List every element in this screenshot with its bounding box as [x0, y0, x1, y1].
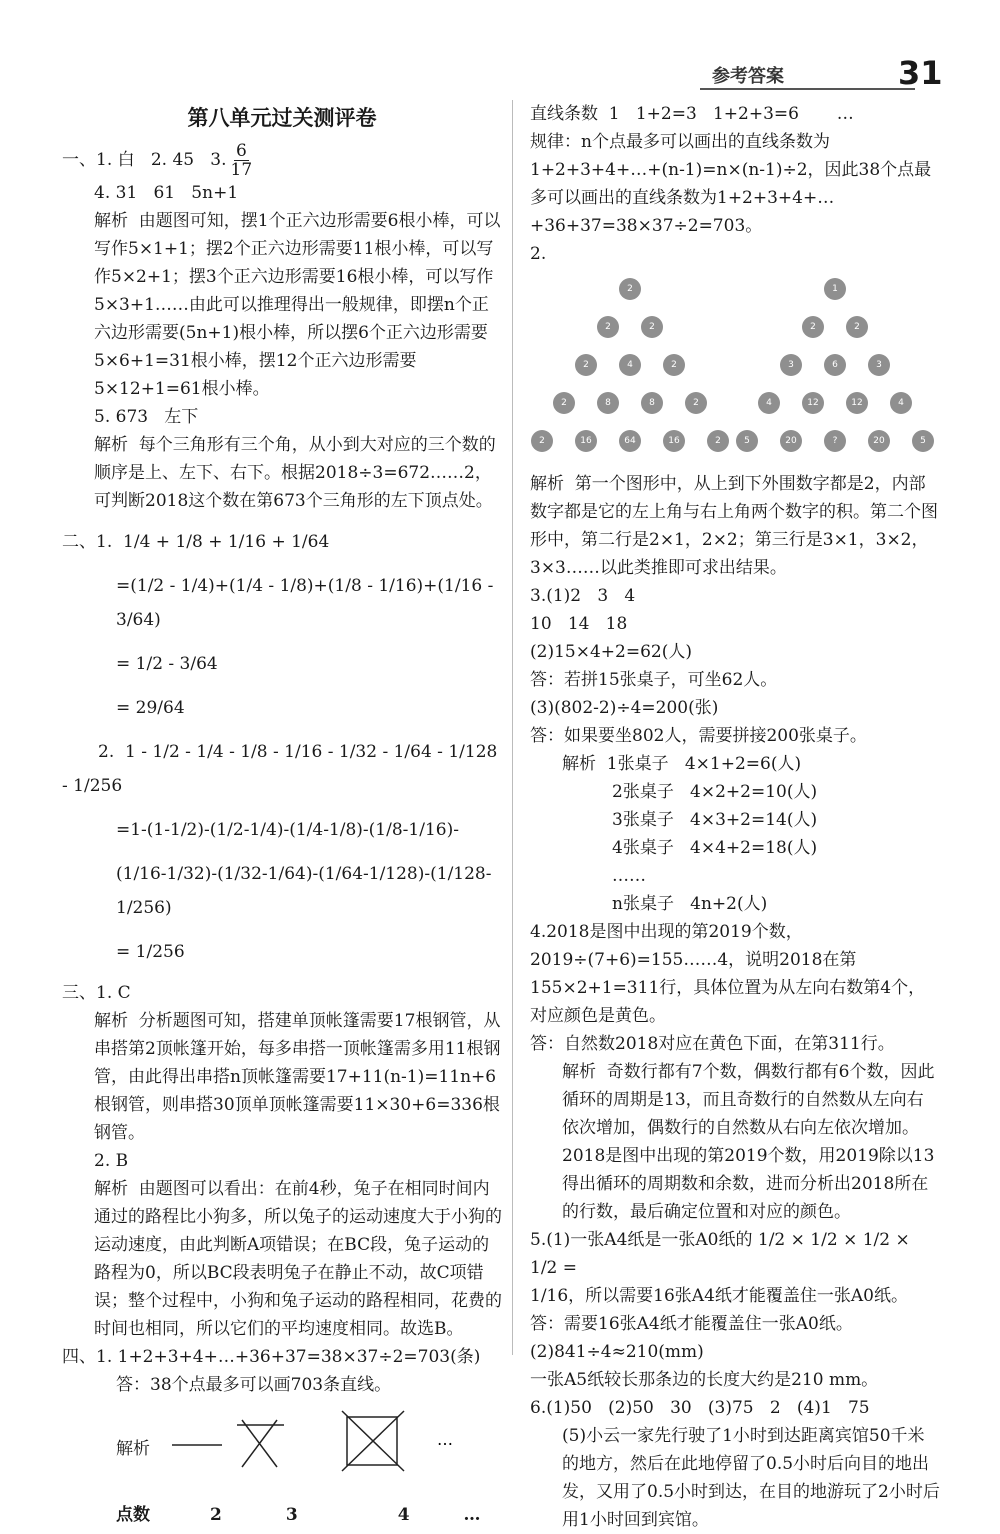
answer-1-1-3: 一、1. 白 2. 45 3. $\frac{6}{17}$ [62, 141, 253, 180]
section-2-1: 二、1. 1/4 + 1/8 + 1/16 + 1/64 [62, 532, 330, 552]
explanation-label: 解析 [116, 1439, 150, 1459]
explanation-4: 解析 奇数行都有7个数，偶数行都有6个数，因此循环的周期是13，而且奇数行的自然数从左向右依次增加，偶数行的自然数从右向左依次增加。2018是图中出现的第2019个数，用2019除以13得出循环的周期数和余数，进而分析出2018所在的行数，最后确定位置和对应的颜色。 [562, 1062, 935, 1222]
svg-text:…: … [437, 1430, 453, 1449]
answer-6-5: (5)小云一家先行驶了1小时到达距离宾馆50千米的地方，然后在此地停留了0.5小时后向目的地出发，又用了0.5小时到达，在目的地游玩了2小时后用1小时回到宾馆。 [562, 1426, 940, 1530]
number-ball: 6 [824, 354, 846, 376]
answer-5-1b: 1/16，所以需要16张A4纸才能覆盖住一张A0纸。 [530, 1286, 908, 1306]
table-row: 3张桌子 4×3+2=14(人) [612, 810, 818, 830]
points-row: 点数 2 3 4 … [116, 1505, 481, 1525]
page-title: 第八单元过关测评卷 [187, 106, 377, 130]
number-ball: 2 [619, 278, 641, 300]
table-row: 4张桌子 4×4+2=18(人) [612, 838, 818, 858]
explanation-q2: 解析 第一个图形中，从上到下外围数字都是2，内部数字都是它的左上角与右上角两个数字的积。第二个图形中，第二行是2×1，2×2；第三行是3×1，3×2，3×3……以此类推即可求出结果。 [530, 474, 938, 578]
answer-6: 6.(1)50 (2)50 30 (3)75 2 (4)1 75 [530, 1398, 870, 1418]
answer-3-2: 2. B [94, 1151, 129, 1171]
explanation-table [530, 750, 940, 918]
answer-3-3-statement: 答：如果要坐802人，需要拼接200张桌子。 [530, 726, 867, 746]
left-column [62, 100, 502, 1529]
q2-label: 2. [530, 244, 547, 264]
table-row: 2张桌子 4×2+2=10(人) [612, 782, 818, 802]
explanation-1-5: 解析 每个三角形有三个角，从小到大对应的三个数的顺序是上、左下、右下。根据2018÷3=672……2，可判断2018这个数在第673个三角形的左下顶点处。 [94, 435, 496, 511]
answer-1-4: 4. 31 61 5n+1 [94, 183, 239, 203]
number-ball: 64 [619, 430, 641, 452]
line-count-row: 直线条数 1 1+2=3 1+2+3=6 … [530, 104, 854, 124]
number-ball: 2 [597, 316, 619, 338]
explanation-3-1: 解析 分析题图可知，搭建单顶帐篷需要17根钢管，从串搭第2顶帐篷开始，每多串搭一顶帐篷需多用11根钢管，由此得出串搭n顶帐篷需要17+11(n-1)=11n+6根钢管，则串搭30顶单顶帐篷需要11×30+6=336根钢管。 [94, 1011, 501, 1143]
table-row: …… [612, 866, 646, 886]
number-ball: 4 [890, 392, 912, 414]
number-ball: 2 [802, 316, 824, 338]
number-ball: 2 [846, 316, 868, 338]
section-2-2: 2. 1 - 1/2 - 1/4 - 1/8 - 1/16 - 1/32 - 1/64 - 1/128 - 1/256 [62, 742, 503, 796]
number-ball: 3 [780, 354, 802, 376]
answer-5-2-statement: 一张A5纸较长那条边的长度大约是210 mm。 [530, 1370, 879, 1390]
answer-5-1-statement: 答：需要16张A4纸才能覆盖住一张A0纸。 [530, 1314, 853, 1334]
number-ball: 4 [619, 354, 641, 376]
eq-2-2-step2: (1/16-1/32)-(1/32-1/64)-(1/64-1/128)-(1/128-1/256) [116, 864, 492, 918]
explanation-3-2: 解析 由题图可以看出：在前4秒，兔子在相同时间内通过的路程比小狗多，所以兔子的运动速度大于小狗的运动速度，由此判断A项错误；在BC段，兔子运动的路程为0，所以BC段表明兔子在静止不动，故C项错误；整个过程中，小狗和兔子运动的路程相同，花费的时间也相同，所以它们的平均速度相同。故选B。 [94, 1179, 502, 1339]
number-ball: 12 [846, 392, 868, 414]
eq-2-1-step2: = 1/2 - 3/64 [116, 654, 218, 674]
eq-2-2-step3: = 1/256 [116, 942, 185, 962]
number-ball: 1 [824, 278, 846, 300]
eq-2-1-step3: = 29/64 [116, 698, 185, 718]
table-row: 解析 1张桌子 4×1+2=6(人) [562, 754, 802, 774]
rule-text: 规律：n个点最多可以画出的直线条数为1+2+3+4+…+(n-1)=n×(n-1)÷2，因此38个点最多可以画出的直线条数为1+2+3+4+…+36+37=38×37÷2=703。 [530, 132, 932, 236]
page-header [0, 52, 1000, 92]
answer-3-3-calc: (3)(802-2)÷4=200(张) [530, 698, 719, 718]
number-triangles [530, 274, 940, 464]
number-ball: ? [824, 430, 846, 452]
answer-3-1-values-b: 10 14 18 [530, 614, 628, 634]
page-number: 31 [898, 54, 943, 92]
answer-4-statement: 答：自然数2018对应在黄色下面，在第311行。 [530, 1034, 895, 1054]
number-ball: 2 [663, 354, 685, 376]
table-row: n张桌子 4n+2(人) [612, 894, 768, 914]
answer-3-1-values: 3.(1)2 3 4 [530, 586, 636, 606]
number-ball: 2 [641, 316, 663, 338]
lines-diagram [62, 1405, 502, 1501]
answer-5-1: 5.(1)一张A4纸是一张A0纸的 1/2 × 1/2 × 1/2 × 1/2 = [530, 1230, 916, 1278]
number-ball: 2 [707, 430, 729, 452]
answer-5-2: (2)841÷4≈210(mm) [530, 1342, 704, 1362]
answer-3-2-calc: (2)15×4+2=62(人) [530, 642, 692, 662]
number-ball: 20 [868, 430, 890, 452]
eq-2-1-step1: =(1/2 - 1/4)+(1/4 - 1/8)+(1/8 - 1/16)+(1/16 - 3/64) [116, 576, 499, 630]
eq-2-2-step1: =1-(1-1/2)-(1/2-1/4)-(1/4-1/8)-(1/8-1/16)- [116, 820, 459, 840]
header-label: 参考答案 [712, 66, 784, 87]
answer-3-1: 三、1. C [62, 983, 131, 1003]
answer-3-2-statement: 答：若拼15张桌子，可坐62人。 [530, 670, 778, 690]
answer-1-5: 5. 673 左下 [94, 407, 199, 427]
number-ball: 2 [553, 392, 575, 414]
number-ball: 20 [780, 430, 802, 452]
number-ball: 8 [641, 392, 663, 414]
right-column [530, 100, 940, 1534]
answer-4-1-statement: 答：38个点最多可以画703条直线。 [116, 1375, 392, 1395]
answer-4: 4.2018是图中出现的第2019个数，2019÷(7+6)=155……4，说明2018在第155×2+1=311行，具体位置为从左向右数第4个，对应颜色是黄色。 [530, 922, 926, 1026]
lines-figure [62, 1405, 502, 1501]
explanation-1-4: 解析 由题图可知，摆1个正六边形需要6根小棒，可以写作5×1+1；摆2个正六边形需要11根小棒，可以写作5×2+1；摆3个正六边形需要16根小棒，可以写作5×3+1……由此可以推理得出一般规律，即摆n个正六边形需要(5n+1)根小棒，所以摆6个正六边形需要5×6+1=31根小棒，摆12个正六边形需要5×12+1=61根小棒。 [94, 211, 501, 399]
number-ball: 5 [736, 430, 758, 452]
number-ball: 4 [758, 392, 780, 414]
answer-4-1: 四、1. 1+2+3+4+…+36+37=38×37÷2=703(条) [62, 1347, 481, 1367]
number-ball: 2 [575, 354, 597, 376]
fraction: $\frac{6}{17}$ [230, 141, 253, 180]
header-rule [700, 88, 915, 90]
number-ball: 2 [685, 392, 707, 414]
number-ball: 16 [663, 430, 685, 452]
number-ball: 12 [802, 392, 824, 414]
number-ball: 3 [868, 354, 890, 376]
number-ball: 8 [597, 392, 619, 414]
number-ball: 5 [912, 430, 934, 452]
column-divider [512, 100, 513, 1355]
number-ball: 16 [575, 430, 597, 452]
number-ball: 2 [531, 430, 553, 452]
